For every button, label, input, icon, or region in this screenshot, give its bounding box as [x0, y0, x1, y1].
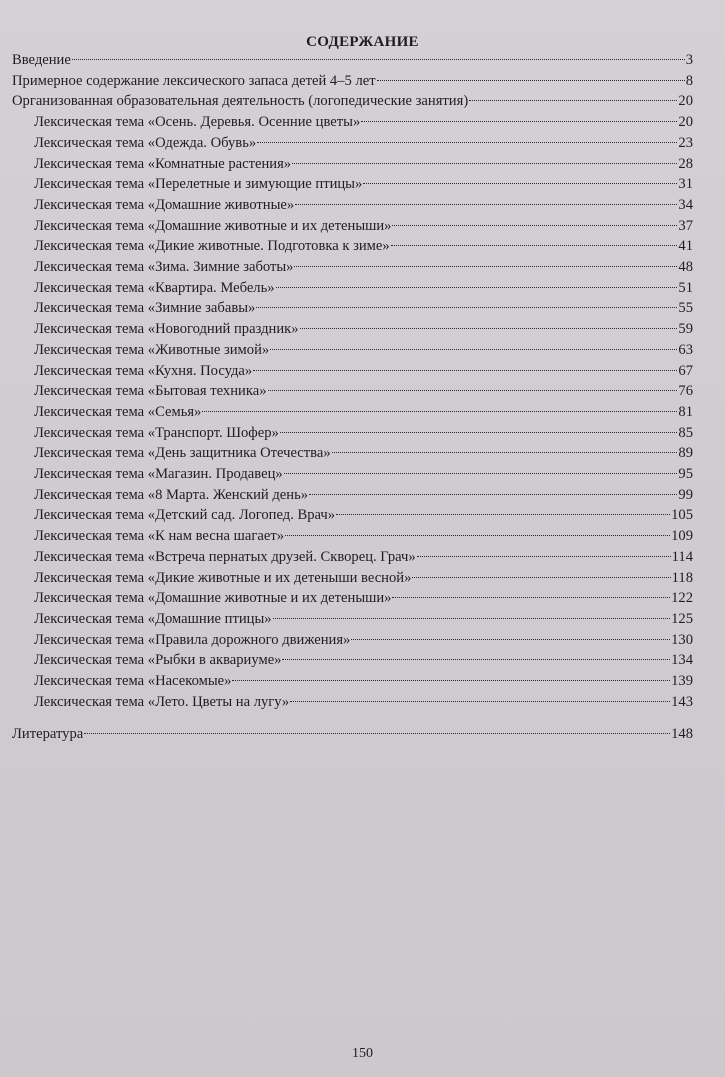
toc-dot-leader	[84, 733, 670, 734]
toc-entry-label: Лексическая тема «Животные зимой»	[34, 341, 270, 358]
toc-entry-page: 139	[671, 673, 693, 689]
toc-entry-label: Лексическая тема «Новогодний праздник»	[34, 321, 299, 338]
toc-entry	[34, 236, 693, 256]
toc-dot-leader	[253, 370, 677, 371]
toc-entry-label: Лексическая тема «Дикие животные и их детеныши весной»	[34, 569, 412, 586]
toc-dot-leader	[295, 204, 677, 205]
toc-entry	[34, 443, 693, 463]
toc-entry-page: 130	[671, 631, 693, 648]
toc-entry	[34, 568, 693, 588]
toc-entry-page: 105	[671, 507, 693, 524]
toc-dot-leader	[282, 659, 670, 660]
toc-entry-page: 125	[671, 610, 693, 627]
toc-entry-label: Введение	[12, 52, 71, 68]
toc-dot-leader	[72, 59, 685, 60]
toc-dot-leader	[351, 639, 670, 640]
toc-entry-page: 134	[671, 652, 693, 669]
toc-dot-leader	[336, 514, 670, 515]
toc-dot-leader	[273, 618, 671, 619]
toc-entry-label: Лексическая тема «Домашние птицы»	[34, 610, 272, 627]
toc-entry-page: 114	[671, 548, 693, 565]
toc-entry	[34, 671, 693, 691]
toc-entry-label: Лексическая тема «Зима. Зимние заботы»	[34, 259, 294, 275]
toc-dot-leader	[392, 225, 677, 226]
toc-entry	[34, 174, 693, 194]
toc-entry-page: 95	[678, 466, 693, 482]
toc-entry	[34, 630, 693, 650]
toc-entry-page: 143	[671, 693, 693, 710]
toc-entry-page: 37	[678, 217, 693, 234]
toc-entry-page: 89	[678, 445, 693, 462]
toc-dot-leader	[332, 452, 678, 453]
toc-entry-label: Лексическая тема «Магазин. Продавец»	[34, 466, 283, 482]
toc-entry-label: Лексическая тема «Транспорт. Шофер»	[34, 424, 279, 441]
toc-entry-page: 99	[678, 486, 693, 503]
toc-entry	[34, 423, 693, 443]
toc-dot-leader	[256, 307, 677, 308]
toc-entry-label: Лексическая тема «Бытовая техника»	[34, 383, 267, 400]
toc-dot-leader	[417, 556, 671, 557]
toc-dot-leader	[268, 390, 678, 391]
toc-dot-leader	[292, 163, 677, 164]
page-number: 150	[352, 1046, 373, 1061]
toc-entry-label: Лексическая тема «Встреча пернатых друзей. Скворец. Грач»	[34, 548, 416, 565]
toc-dot-leader	[294, 266, 677, 267]
toc-dot-leader	[469, 100, 677, 101]
toc-entry-label: Лексическая тема «Насекомые»	[34, 673, 232, 689]
toc-entry-page: 31	[678, 176, 693, 193]
toc-dot-leader	[300, 328, 678, 329]
toc-entry-label: Литература	[12, 726, 84, 743]
toc-entry-page: 8	[685, 72, 693, 89]
toc-entry	[12, 71, 693, 91]
toc-entry	[34, 692, 693, 712]
toc-entry	[34, 154, 693, 174]
toc-dot-leader	[285, 535, 670, 536]
toc-entry-page: 28	[678, 155, 693, 172]
toc-entry	[34, 257, 693, 277]
toc-entry-page: 122	[671, 590, 693, 607]
toc-entry-label: Примерное содержание лексического запаса детей 4–5 лет	[12, 72, 376, 89]
toc-entry	[34, 298, 693, 318]
toc-dot-leader	[202, 411, 677, 412]
toc-entry-label: Лексическая тема «Домашние животные и их детеныши»	[34, 590, 392, 607]
toc-entry	[12, 724, 693, 744]
toc-dot-leader	[377, 80, 685, 81]
toc-entry	[34, 485, 693, 505]
toc-entry-page: 20	[678, 93, 693, 110]
toc-entry-page: 63	[678, 341, 693, 358]
toc-entry-page: 51	[678, 279, 693, 296]
toc-dot-leader	[361, 121, 677, 122]
toc-entry-label: Лексическая тема «Осень. Деревья. Осенние цветы»	[34, 114, 361, 131]
toc-entry	[34, 464, 693, 484]
toc-entry-page: 67	[678, 362, 693, 379]
toc-entry	[12, 91, 693, 111]
toc-entry	[34, 609, 693, 629]
toc-dot-leader	[290, 701, 670, 702]
toc-dot-leader	[280, 432, 678, 433]
toc-entry-label: Лексическая тема «Дикие животные. Подготовка к зиме»	[34, 238, 390, 255]
toc-entry-label: Лексическая тема «Рыбки в аквариуме»	[34, 652, 282, 669]
toc-entry-label: Лексическая тема «Семья»	[34, 403, 202, 420]
toc-dot-leader	[412, 577, 670, 578]
toc-entry	[34, 112, 693, 132]
toc-entry	[34, 526, 693, 546]
toc-entry-page: 20	[678, 114, 693, 131]
toc-entry-label: Лексическая тема «Кухня. Посуда»	[34, 362, 253, 379]
page-title: СОДЕРЖАНИЕ	[306, 34, 419, 50]
toc-dot-leader	[232, 680, 670, 681]
toc-entry-label: Лексическая тема «Детский сад. Логопед. Врач»	[34, 507, 336, 524]
toc-entry-page: 55	[678, 300, 693, 317]
toc-entry-label: Лексическая тема «Квартира. Мебель»	[34, 279, 275, 296]
toc-dot-leader	[257, 142, 677, 143]
toc-dot-leader	[391, 245, 678, 246]
toc-entry	[34, 402, 693, 422]
toc-entry-label: Лексическая тема «Зимние забавы»	[34, 300, 256, 317]
toc-entry-label: Лексическая тема «8 Марта. Женский день»	[34, 486, 309, 503]
toc-entry-page: 34	[678, 196, 693, 213]
toc-entry	[34, 505, 693, 525]
toc-entry-page: 81	[678, 403, 693, 420]
toc-entry-label: Лексическая тема «К нам весна шагает»	[34, 528, 285, 545]
toc-entry-page: 148	[671, 726, 693, 743]
toc-entry	[34, 133, 693, 153]
toc-dot-leader	[276, 287, 678, 288]
toc-entry-page: 41	[678, 238, 693, 255]
toc-entry-page: 109	[671, 528, 693, 545]
toc-entry-page: 23	[678, 134, 693, 151]
toc-entry-label: Лексическая тема «Домашние животные и их детеныши»	[34, 217, 392, 234]
toc-entry-label: Лексическая тема «Правила дорожного движения»	[34, 631, 351, 648]
toc-entry-label: Лексическая тема «Одежда. Обувь»	[34, 134, 257, 151]
toc-entry	[34, 361, 693, 381]
toc-entry	[34, 547, 693, 567]
toc-entry	[34, 588, 693, 608]
toc-entry-page: 59	[678, 321, 693, 338]
toc-entry-label: Лексическая тема «Домашние животные»	[34, 196, 295, 213]
toc-entry	[34, 195, 693, 215]
toc-entry-page: 48	[678, 259, 693, 275]
toc-entry-label: Лексическая тема «Лето. Цветы на лугу»	[34, 693, 290, 710]
toc-dot-leader	[309, 494, 677, 495]
toc-entry	[34, 650, 693, 670]
toc-entry	[34, 319, 693, 339]
toc-entry-page: 3	[685, 52, 693, 68]
toc-entry	[34, 381, 693, 401]
toc-entry	[34, 340, 693, 360]
toc-entry-page: 118	[671, 569, 693, 586]
toc-dot-leader	[270, 349, 677, 350]
toc-entry-label: Лексическая тема «День защитника Отечества»	[34, 445, 331, 462]
toc-entry-page: 76	[678, 383, 693, 400]
toc-entry-label: Лексическая тема «Перелетные и зимующие птицы»	[34, 176, 363, 193]
toc-entry-label: Лексическая тема «Комнатные растения»	[34, 155, 292, 172]
toc-dot-leader	[363, 183, 677, 184]
toc-dot-leader	[284, 473, 678, 474]
toc-entry	[34, 216, 693, 236]
toc-entry-label: Организованная образовательная деятельность (логопедические занятия)	[12, 93, 469, 110]
toc-entry-page: 85	[678, 424, 693, 441]
toc-dot-leader	[392, 597, 670, 598]
toc-entry	[12, 50, 693, 70]
toc-entry	[34, 278, 693, 298]
